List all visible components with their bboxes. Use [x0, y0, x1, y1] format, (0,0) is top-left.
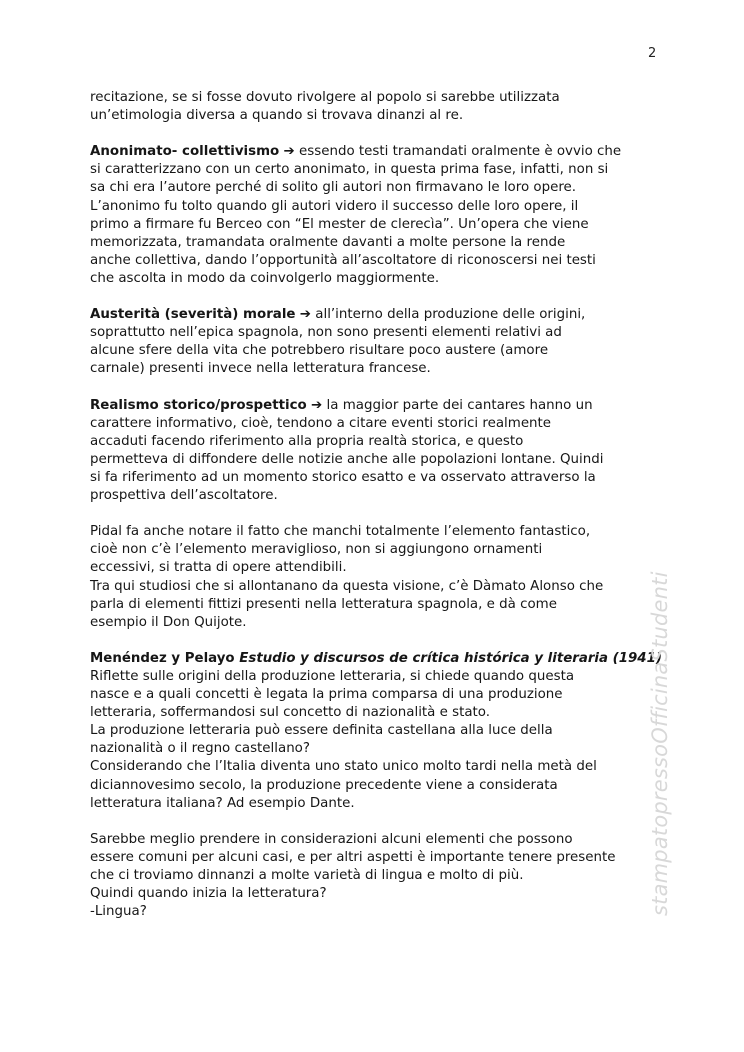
paragraph-pidal — [90, 523, 658, 632]
paragraph-austerita — [90, 306, 658, 378]
text-line: primo a firmare fu Berceo con “El mester de clerecìa”. Un’opera che viene — [90, 216, 589, 232]
text-line: esempio il Don Quijote. — [90, 614, 247, 630]
text-line: soprattutto nell’epica spagnola, non sono presenti elementi relativi ad — [90, 325, 562, 341]
paragraph-intro — [90, 89, 658, 125]
author-name: Menéndez y Pelayo — [90, 650, 240, 666]
text-fragment: all’interno della produzione delle origini, — [311, 307, 586, 323]
text-line: diciannovesimo secolo, la produzione precedente viene a considerata — [90, 777, 558, 793]
text-line: Quindi quando inizia la letteratura? — [90, 886, 327, 902]
work-title: Estudio y discursos de crítica histórica y literaria (1941) — [239, 650, 662, 666]
text-line: cioè non c’è l’elemento meraviglioso, non si aggiungono ornamenti — [90, 542, 543, 558]
text-line: si fa riferimento ad un momento storico esatto e va osservato attraverso la — [90, 469, 596, 485]
paragraph-menendez — [90, 650, 662, 813]
text-line: prospettiva dell’ascoltatore. — [90, 488, 278, 504]
arrow-icon: ➔ — [311, 397, 323, 413]
text-line: un’etimologia diversa a quando si trovava dinanzi al re. — [90, 108, 464, 124]
page-number: 2 — [648, 46, 657, 61]
text-line: accaduti facendo riferimento alla propria realtà storica, e questo — [90, 433, 524, 449]
text-line: Considerando che l’Italia diventa uno stato unico molto tardi nella metà del — [90, 759, 597, 775]
text-line — [90, 397, 658, 415]
text-fragment: essendo testi tramandati oralmente è ovvio che — [294, 144, 622, 160]
arrow-icon: ➔ — [299, 307, 312, 323]
watermark: stampatopressoOfficinaStudenti — [648, 571, 672, 916]
text-fragment: la maggior parte dei cantares hanno un — [322, 397, 593, 413]
paragraph-conclusione — [90, 831, 658, 921]
text-line — [90, 306, 658, 324]
text-line: essere comuni per alcuni casi, e per altri aspetti è importante tenere presente — [90, 849, 616, 865]
text-line: nazionalità o il regno castellano? — [90, 741, 310, 757]
text-line: -Lingua? — [90, 904, 147, 920]
text-line: letteraria, soffermandosi sul concetto di nazionalità e stato. — [90, 705, 491, 721]
text-line: permetteva di diffondere delle notizie anche alle popolazioni lontane. Quindi — [90, 451, 604, 467]
term-heading: Austerità (severità) morale — [90, 307, 296, 323]
term-heading: Realismo storico/prospettico — [90, 397, 307, 413]
paragraph-anonimato — [90, 143, 658, 288]
text-line: parla di elementi fittizi presenti nella letteratura spagnola, e dà come — [90, 596, 557, 612]
text-line: che ascolta in modo da coinvolgerlo maggiormente. — [90, 270, 440, 286]
text-line: Riflette sulle origini della produzione letteraria, si chiede quando questa — [90, 669, 575, 684]
text-line: eccessivi, si tratta di opere attendibili. — [90, 560, 347, 576]
text-line: anche collettiva, dando l’opportunità all’ascoltatore di riconoscersi nei testi — [90, 252, 596, 268]
text-line: carattere informativo, cioè, tendono a citare eventi storici realmente — [90, 415, 552, 431]
text-line: L’anonimo fu tolto quando gli autori videro il successo delle loro opere, il — [90, 198, 579, 214]
arrow-icon: ➔ — [283, 144, 295, 160]
term-heading: Anonimato- collettivismo — [90, 144, 280, 160]
text-line: nasce e a quali concetti è legata la prima comparsa di una produzione — [90, 687, 563, 703]
text-line: carnale) presenti invece nella letteratura francese. — [90, 361, 431, 377]
text-line: Tra qui studiosi che si allontanano da questa visione, c’è Dàmato Alonso che — [90, 578, 604, 594]
text-line — [90, 650, 662, 668]
text-line: Pidal fa anche notare il fatto che manchi totalmente l’elemento fantastico, — [90, 524, 591, 540]
text-line: si caratterizzano con un certo anonimato, in questa prima fase, infatti, non si — [90, 162, 609, 178]
text-line: recitazione, se si fosse dovuto rivolgere al popolo si sarebbe utilizzata — [90, 90, 560, 105]
text-line: La produzione letteraria può essere definita castellana alla luce della — [90, 723, 553, 739]
paragraph-realismo — [90, 397, 658, 506]
text-line: alcune sfere della vita che potrebbero risultare poco austere (amore — [90, 343, 549, 359]
text-line: sa chi era l’autore perché di solito gli autori non firmavano le loro opere. — [90, 180, 577, 196]
text-line: letteratura italiana? Ad esempio Dante. — [90, 795, 355, 811]
text-line: memorizzata, tramandata oralmente davanti a molte persone la rende — [90, 234, 566, 250]
text-line: che ci troviamo dinnanzi a molte varietà di lingua e molto di più. — [90, 868, 524, 884]
text-line — [90, 143, 658, 161]
text-line: Sarebbe meglio prendere in considerazioni alcuni elementi che possono — [90, 831, 573, 847]
